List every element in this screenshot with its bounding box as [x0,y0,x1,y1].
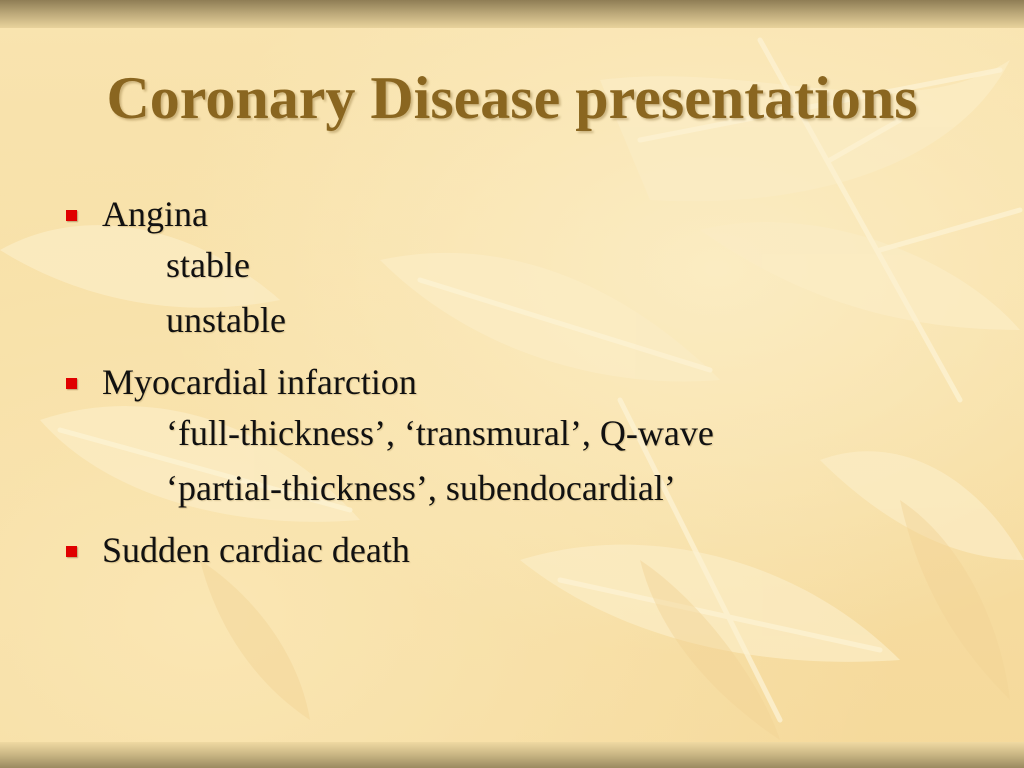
list-item-sudden-cardiac-death [62,526,962,574]
bullet-label: Angina [102,194,208,234]
slide-title: Coronary Disease presentations [106,65,918,131]
list-item-angina [62,190,962,348]
bullet-square-icon [66,546,77,557]
bullet-label: Myocardial infarction [102,362,417,402]
list-item-myocardial-infarction [62,358,962,516]
bullet-square-icon [66,378,77,389]
bullet-square-icon [66,210,77,221]
bottom-band [0,742,1024,768]
sub-item: stable [166,245,250,285]
bullet-list [62,190,962,574]
sub-item: ‘partial-thickness’, subendocardial’ [166,468,676,508]
bullet-label: Sudden cardiac death [102,530,410,570]
sub-item: unstable [166,300,286,340]
sub-item: ‘full-thickness’, ‘transmural’, Q-wave [166,413,714,453]
